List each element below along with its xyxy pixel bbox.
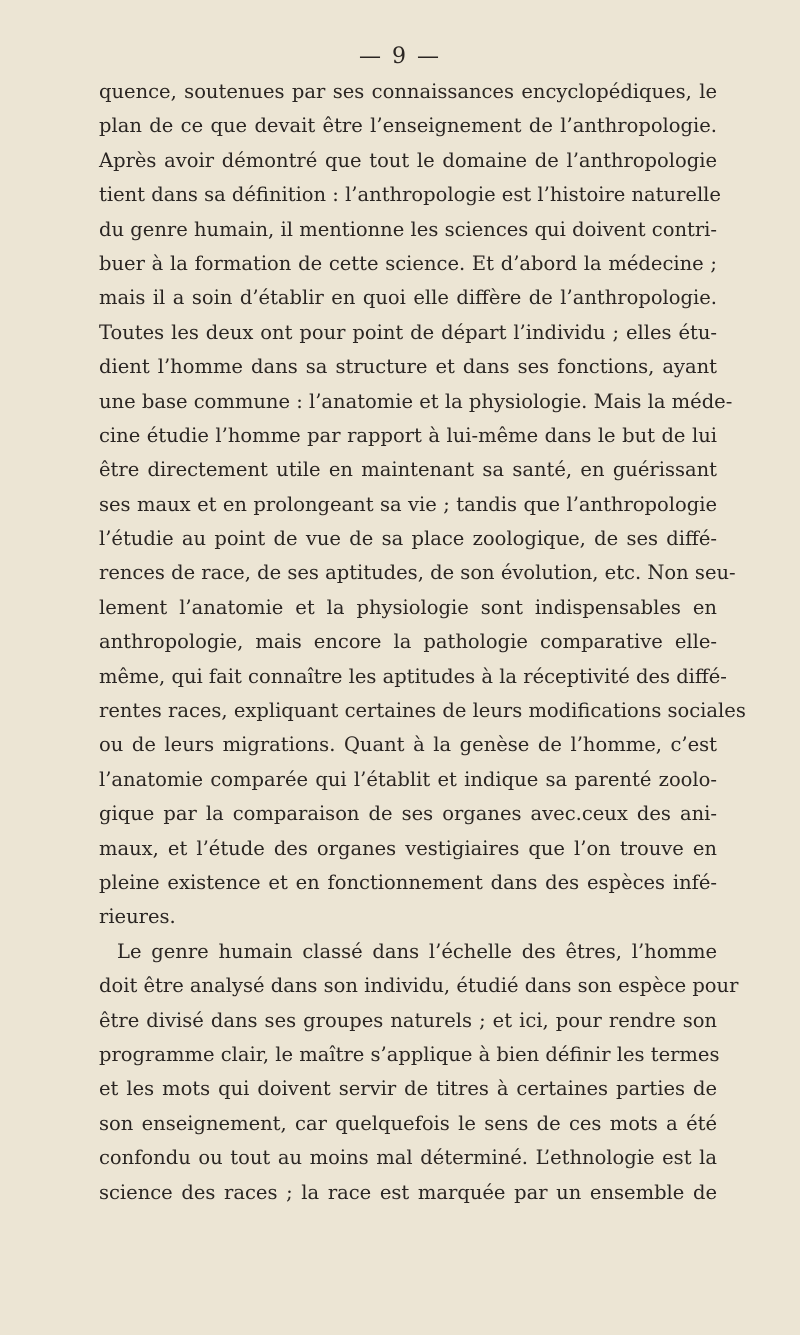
text-line: et les mots qui doivent servir de titres à certaines parties de	[99, 1077, 717, 1101]
text-line: anthropologie, mais encore la pathologie comparative elle-	[99, 630, 717, 654]
text-line: maux, et l’étude des organes vestigiaires que l’on trouve en	[99, 836, 717, 860]
text-line: être directement utile en maintenant sa santé, en guérissant	[99, 458, 717, 482]
text-line: tient dans sa définition : l’anthropologie est l’histoire naturelle	[99, 183, 721, 207]
text-line: même, qui fait connaître les aptitudes à la réceptivité des diffé-	[99, 664, 727, 688]
text-line: Après avoir démontré que tout le domaine de l’anthropologie	[99, 148, 717, 172]
text-line: Le genre humain classé dans l’échelle des êtres, l’homme	[117, 939, 717, 963]
text-line: son enseignement, car quelquefois le sens de ces mots a été	[99, 1111, 717, 1135]
text-line: cine étudie l’homme par rapport à lui-même dans le but de lui	[99, 423, 717, 447]
paragraph-1	[99, 75, 746, 935]
body-text	[99, 75, 746, 1210]
page-number: — 9 —	[359, 44, 441, 69]
text-line: lement l’anatomie et la physiologie sont indispensables en	[99, 595, 717, 619]
text-line: ses maux et en prolongeant sa vie ; tandis que l’anthropologie	[99, 492, 717, 516]
text-line: buer à la formation de cette science. Et d’abord la médecine ;	[99, 251, 717, 275]
paragraph-2	[99, 935, 739, 1210]
text-line: plan de ce que devait être l’enseignement de l’anthropologie.	[99, 114, 717, 138]
text-line: pleine existence et en fonctionnement dans des espèces infé-	[99, 870, 717, 894]
text-line: gique par la comparaison de ses organes avec.ceux des ani-	[99, 802, 717, 826]
text-line: être divisé dans ses groupes naturels ; et ici, pour rendre son	[99, 1008, 717, 1032]
text-line: l’anatomie comparée qui l’établit et indique sa parenté zoolo-	[99, 767, 717, 791]
text-line: programme clair, le maître s’applique à bien définir les termes	[99, 1042, 720, 1066]
text-line: science des races ; la race est marquée par un ensemble de	[99, 1180, 717, 1204]
text-line: confondu ou tout au moins mal déterminé. L’ethnologie est la	[99, 1146, 717, 1170]
text-line: rentes races, expliquant certaines de leurs modifications sociales	[99, 699, 746, 723]
text-line: du genre humain, il mentionne les sciences qui doivent contri-	[99, 217, 717, 241]
text-line: quence, soutenues par ses connaissances encyclopédiques, le	[99, 80, 717, 103]
text-line: l’étudie au point de vue de sa place zoologique, de ses diffé-	[99, 527, 717, 551]
text-line: mais il a soin d’établir en quoi elle diffère de l’anthropologie.	[99, 286, 717, 310]
text-line: rieures.	[99, 905, 176, 929]
text-line: doit être analysé dans son individu, étudié dans son espèce pour	[99, 974, 739, 998]
text-line: dient l’homme dans sa structure et dans ses fonctions, ayant	[99, 355, 717, 379]
text-line: ou de leurs migrations. Quant à la genèse de l’homme, c’est	[99, 733, 717, 757]
text-line: rences de race, de ses aptitudes, de son évolution, etc. Non seu-	[99, 561, 736, 585]
text-line: une base commune : l’anatomie et la physiologie. Mais la méde-	[99, 389, 733, 413]
text-line: Toutes les deux ont pour point de départ l’individu ; elles étu-	[99, 320, 717, 344]
